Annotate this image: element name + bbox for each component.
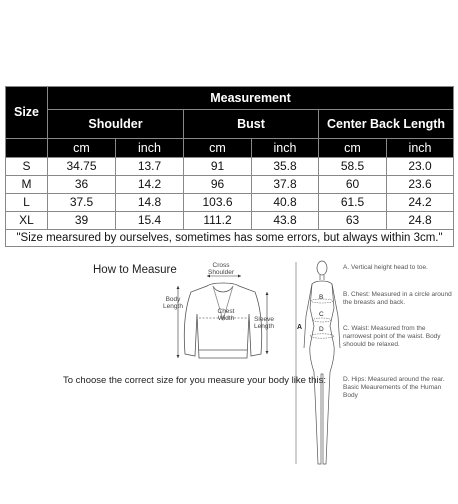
size-unit-blank xyxy=(6,139,48,158)
value-cell: 43.8 xyxy=(252,212,319,230)
unit-header: cm xyxy=(184,139,252,158)
note-b xyxy=(343,291,453,307)
choose-size-instruction: To choose the correct size for you measure your body like this: xyxy=(63,375,326,386)
bust-header: Bust xyxy=(184,110,319,139)
value-cell: 34.75 xyxy=(48,158,116,176)
unit-header: inch xyxy=(252,139,319,158)
note-letter: C. xyxy=(343,325,350,332)
body-length-label: Body Length xyxy=(163,296,183,310)
size-cell: L xyxy=(6,194,48,212)
value-cell: 15.4 xyxy=(116,212,184,230)
measurement-header: Measurement xyxy=(48,87,454,110)
value-cell: 24.2 xyxy=(387,194,454,212)
value-cell: 23.6 xyxy=(387,176,454,194)
value-cell: 36 xyxy=(48,176,116,194)
unit-header: cm xyxy=(319,139,387,158)
value-cell: 13.7 xyxy=(116,158,184,176)
body-figure xyxy=(290,256,350,476)
note-letter: A. xyxy=(343,264,350,271)
table-row xyxy=(6,212,454,230)
size-note: "Size mearsured by ourselves, sometimes has some errors, but always within 3cm." xyxy=(6,230,454,247)
note-letter: D. xyxy=(343,376,350,383)
value-cell: 58.5 xyxy=(319,158,387,176)
note-text: Vertical height head to toe. xyxy=(350,264,428,271)
marker-d: D xyxy=(319,326,324,333)
size-cell: XL xyxy=(6,212,48,230)
garment-diagram xyxy=(155,258,295,368)
unit-header: inch xyxy=(116,139,184,158)
sleeve-length-label: Sleeve Length xyxy=(254,316,274,330)
value-cell: 37.5 xyxy=(48,194,116,212)
value-cell: 63 xyxy=(319,212,387,230)
note-text: Chest: Measured in a circle around the breasts and back. xyxy=(343,291,452,306)
value-cell: 103.6 xyxy=(184,194,252,212)
note-text: Hips: Measured around the rear. Basic Meaurements of the Human Body xyxy=(343,376,445,399)
chest-width-label: Chest Width xyxy=(217,308,235,322)
note-a xyxy=(343,264,453,272)
size-cell: M xyxy=(6,176,48,194)
value-cell: 39 xyxy=(48,212,116,230)
shoulder-header: Shoulder xyxy=(48,110,184,139)
center-back-length-header: Center Back Length xyxy=(319,110,454,139)
note-d xyxy=(343,376,453,400)
marker-b: B xyxy=(319,294,324,301)
note-c xyxy=(343,325,453,349)
value-cell: 91 xyxy=(184,158,252,176)
marker-a: A xyxy=(297,324,303,331)
size-cell: S xyxy=(6,158,48,176)
note-text: Waist: Measured from the narrowest point of the waist. Body shoould be relaxed. xyxy=(343,325,441,348)
table-row xyxy=(6,176,454,194)
table-row xyxy=(6,158,454,176)
value-cell: 14.8 xyxy=(116,194,184,212)
value-cell: 61.5 xyxy=(319,194,387,212)
value-cell: 37.8 xyxy=(252,176,319,194)
value-cell: 35.8 xyxy=(252,158,319,176)
value-cell: 24.8 xyxy=(387,212,454,230)
value-cell: 14.2 xyxy=(116,176,184,194)
unit-header: cm xyxy=(48,139,116,158)
value-cell: 23.0 xyxy=(387,158,454,176)
value-cell: 60 xyxy=(319,176,387,194)
note-letter: B. xyxy=(343,291,350,298)
size-header: Size xyxy=(6,87,48,139)
value-cell: 40.8 xyxy=(252,194,319,212)
how-to-measure-title: How to Measure xyxy=(93,264,177,276)
cross-shoulder-label: Cross Shoulder xyxy=(207,262,235,276)
value-cell: 111.2 xyxy=(184,212,252,230)
size-chart-table xyxy=(5,86,454,247)
value-cell: 96 xyxy=(184,176,252,194)
table-row xyxy=(6,194,454,212)
marker-c: C xyxy=(319,311,324,318)
unit-header: inch xyxy=(387,139,454,158)
human-body-illustration xyxy=(290,256,350,476)
